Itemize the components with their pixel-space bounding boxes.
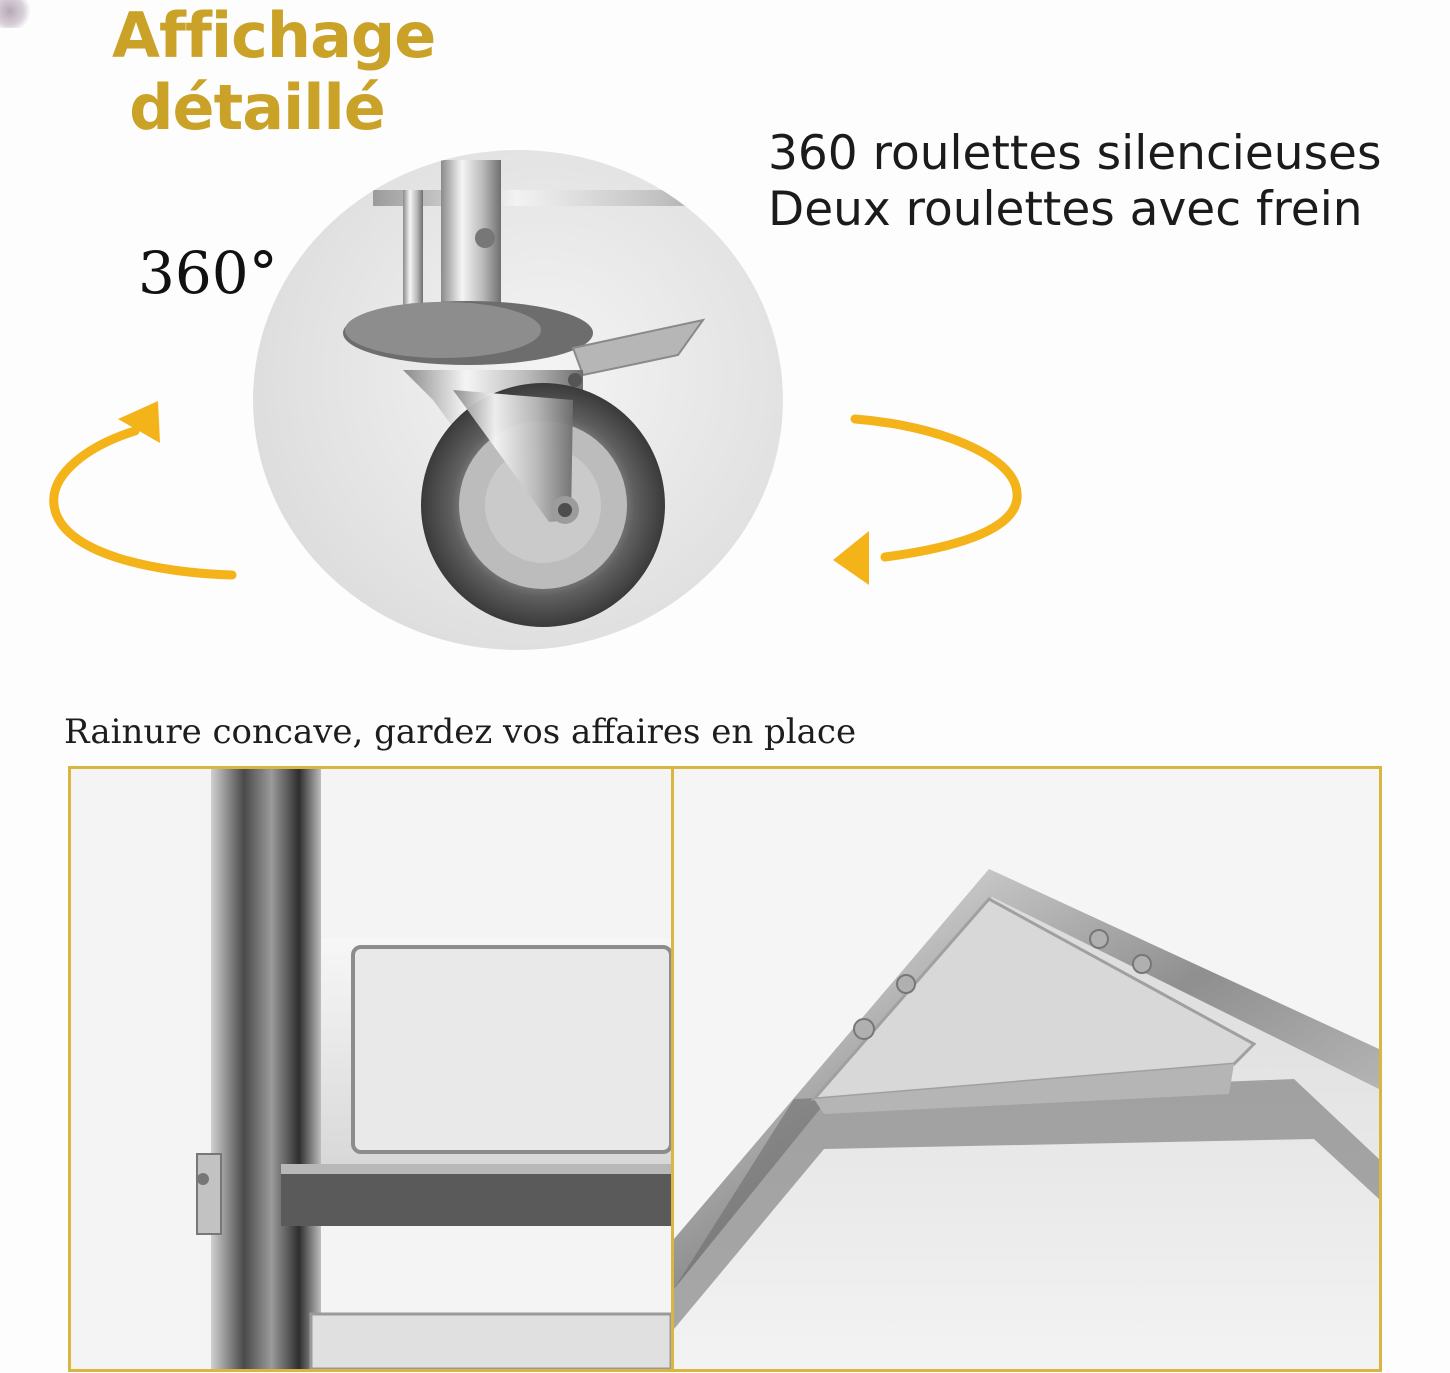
detail-caption: Rainure concave, gardez vos affaires en place	[64, 712, 857, 752]
title-line-1: Affichage	[112, 0, 436, 72]
feature-description	[768, 126, 1381, 238]
tray-corner-photo	[671, 766, 1382, 1372]
rotation-label: 360°	[138, 239, 278, 307]
rotate-right-arrow-icon	[825, 405, 1030, 595]
shelf-detail-photo	[68, 766, 674, 1372]
page-title	[112, 0, 436, 144]
shelf-side-illustration	[71, 769, 671, 1369]
tray-corner-illustration	[674, 769, 1379, 1369]
feature-line-2: Deux roulettes avec frein	[768, 182, 1363, 237]
title-line-2: détaillé	[129, 71, 385, 144]
caster-wheel-illustration	[253, 150, 783, 650]
caster-wheel-photo	[253, 150, 783, 650]
feature-line-1: 360 roulettes silencieuses	[768, 126, 1382, 181]
rotate-left-arrow-icon	[40, 395, 240, 590]
corner-decoration	[0, 0, 32, 28]
